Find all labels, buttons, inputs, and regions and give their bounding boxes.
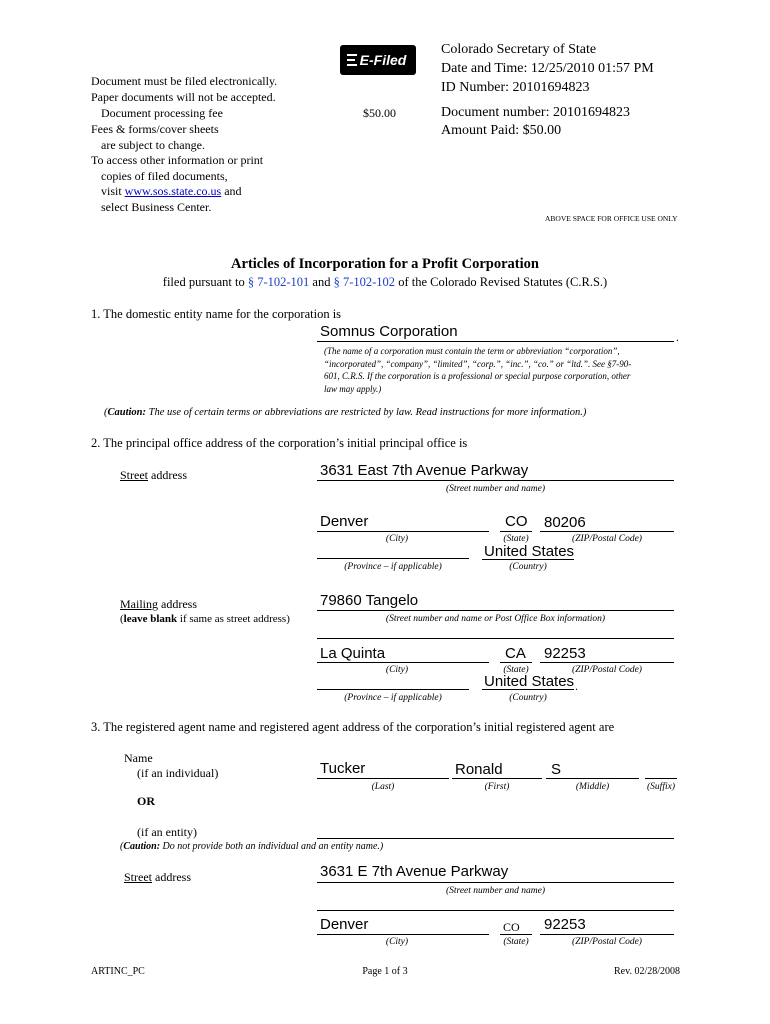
- notice-line-2: Paper documents will not be accepted.: [91, 90, 276, 104]
- mailing-street-value[interactable]: 79860 Tangelo: [320, 592, 419, 609]
- subline-and: and: [312, 275, 331, 289]
- stamp-date-time: Date and Time: 12/25/2010 01:57 PM: [441, 61, 654, 76]
- fee-amount: $50.00: [363, 106, 396, 120]
- agent-if-entity: (if an entity): [137, 825, 197, 839]
- street-label-underlined: Street: [120, 468, 148, 482]
- state-caption: (State): [503, 534, 529, 544]
- name-note-line: law may apply.): [324, 383, 382, 394]
- e-filed-logo: [340, 45, 416, 75]
- section3-heading: 3. The registered agent name and registered agent address of the corporation’s initial registered agent are: [91, 720, 615, 734]
- stamp-office: Colorado Secretary of State: [441, 42, 597, 57]
- agent-middle-name-value[interactable]: S: [551, 761, 562, 778]
- subline-suffix: of the Colorado Revised Statutes (C.R.S.): [398, 275, 608, 289]
- agent-state-value[interactable]: CO: [503, 920, 520, 934]
- name-note-line: 601, C.R.S. If the corporation is a professional or special purpose corporation, other: [324, 371, 631, 381]
- mailing-leave-blank-note: (leave blank if same as street address): [120, 613, 290, 625]
- statute-link-102[interactable]: § 7-102-102: [333, 275, 396, 289]
- principal-country-value[interactable]: United States: [484, 543, 575, 560]
- caution-text: Do not provide both an individual and an entity name.): [160, 841, 384, 852]
- mailing-city-value[interactable]: La Quinta: [320, 645, 386, 662]
- principal-city-value[interactable]: Denver: [320, 513, 369, 530]
- mailing-country-caption: (Country): [509, 693, 547, 703]
- title-subline: [0, 275, 770, 291]
- stamp-id-number: ID Number: 20101694823: [441, 80, 590, 95]
- city-caption: (City): [385, 534, 409, 544]
- agent-first-name-value[interactable]: Ronald: [455, 761, 503, 778]
- agent-state-caption: (State): [503, 937, 529, 947]
- notice-line-7: copies of filed documents,: [101, 169, 228, 183]
- visit-line: [101, 184, 242, 200]
- notice-line-1: Document must be filed electronically.: [91, 74, 278, 88]
- suffix-caption: (Suffix): [647, 782, 675, 792]
- mailing-country-value[interactable]: United States: [484, 673, 575, 690]
- street-address-label: [120, 468, 187, 484]
- section3-caution: (Caution: Do not provide both an individual and an entity name.): [120, 841, 384, 852]
- office-use-label: ABOVE SPACE FOR OFFICE USE ONLY: [545, 214, 678, 223]
- notice-line-4: Fees & forms/cover sheets: [91, 122, 219, 136]
- street-label-rest: address: [148, 468, 187, 482]
- agent-city-value[interactable]: Denver: [320, 916, 369, 933]
- stamp-document-number: Document number: 20101694823: [441, 105, 630, 120]
- principal-street-value[interactable]: 3631 East 7th Avenue Parkway: [320, 462, 529, 479]
- agent-street-value[interactable]: 3631 E 7th Avenue Parkway: [320, 863, 509, 880]
- mailing-zip-caption: (ZIP/Postal Code): [572, 665, 642, 675]
- footer-page-number: Page 1 of 3: [362, 966, 408, 977]
- footer-revision: Rev. 02/28/2008: [613, 966, 680, 977]
- notice-line-5: are subject to change.: [101, 138, 205, 152]
- last-caption: (Last): [371, 782, 395, 792]
- visit-line-2: select Business Center.: [101, 200, 212, 214]
- principal-zip-value[interactable]: 80206: [544, 514, 586, 531]
- mailing-street-caption: (Street number and name or Post Office Box information): [385, 614, 606, 624]
- mailing-label-underlined: Mailing: [120, 597, 158, 611]
- agent-street-caption: (Street number and name): [445, 886, 546, 896]
- mailing-province-caption: (Province – if applicable): [344, 693, 442, 703]
- subline-prefix: filed pursuant to: [162, 275, 245, 289]
- footer-form-id: ARTINC_PC: [91, 966, 145, 977]
- mailing-country-period: .: [575, 679, 578, 693]
- entity-name-value[interactable]: Somnus Corporation: [320, 323, 458, 340]
- agent-zip-value[interactable]: 92253: [544, 916, 586, 933]
- section2-heading: 2. The principal office address of the corporation’s initial principal office is: [91, 436, 468, 450]
- principal-state-value[interactable]: CO: [505, 513, 528, 530]
- agent-street-label-rest: address: [152, 870, 191, 884]
- agent-zip-caption: (ZIP/Postal Code): [572, 937, 642, 947]
- visit-prefix: visit: [101, 184, 122, 198]
- section1-heading: 1. The domestic entity name for the corporation is: [91, 307, 342, 321]
- province-caption: (Province – if applicable): [344, 562, 442, 572]
- caution-label: Caution:: [123, 841, 161, 852]
- mailing-state-value[interactable]: CA: [505, 645, 526, 662]
- middle-caption: (Middle): [575, 782, 610, 792]
- agent-street-address-label: [124, 870, 191, 886]
- country-caption: (Country): [509, 562, 547, 572]
- mailing-label-rest: address: [158, 597, 197, 611]
- logo-text: E-Filed: [359, 52, 407, 68]
- name-note-line: (The name of a corporation must contain the term or abbreviation “corporation”,: [324, 346, 620, 356]
- leave-blank-bold: leave blank: [123, 613, 178, 625]
- or-label: OR: [137, 794, 155, 808]
- statute-link-101[interactable]: § 7-102-101: [247, 275, 310, 289]
- leave-blank-rest: if same as street address): [177, 613, 290, 625]
- visit-suffix: and: [224, 184, 242, 198]
- mailing-city-caption: (City): [385, 665, 409, 675]
- section1-caution: (Caution: The use of certain terms or abbreviations are restricted by law. Read instructions for more information.): [104, 407, 587, 418]
- stamp-amount-paid: Amount Paid: $50.00: [441, 123, 562, 138]
- agent-if-individual: (if an individual): [137, 766, 219, 780]
- agent-last-name-value[interactable]: Tucker: [320, 760, 366, 777]
- agent-name-label: Name: [124, 751, 153, 765]
- caution-label: Caution:: [107, 407, 147, 418]
- first-caption: (First): [484, 782, 510, 792]
- name-note-line: “incorporated”, “company”, “limited”, “corp.”, “inc.”, “co.” or “ltd.”. See §7-90-: [324, 358, 632, 369]
- e-filed-mark-icon: [347, 54, 357, 66]
- notice-line-3: Document processing fee: [101, 106, 223, 120]
- sos-website-link[interactable]: www.sos.state.co.us: [124, 184, 222, 198]
- caution-text: The use of certain terms or abbreviations are restricted by law. Read instructions for more information.): [146, 407, 587, 418]
- zip-caption: (ZIP/Postal Code): [572, 534, 642, 544]
- notice-line-6: To access other information or print: [91, 153, 264, 167]
- page-title: Articles of Incorporation for a Profit Corporation: [231, 256, 539, 272]
- agent-street-label-underlined: Street: [124, 870, 152, 884]
- mailing-zip-value[interactable]: 92253: [544, 645, 586, 662]
- street-caption: (Street number and name): [445, 484, 546, 494]
- mailing-state-caption: (State): [503, 665, 529, 675]
- mailing-address-label: [120, 597, 197, 613]
- entity-name-period: .: [676, 330, 679, 344]
- agent-city-caption: (City): [385, 937, 409, 947]
- name-note: [324, 345, 631, 395]
